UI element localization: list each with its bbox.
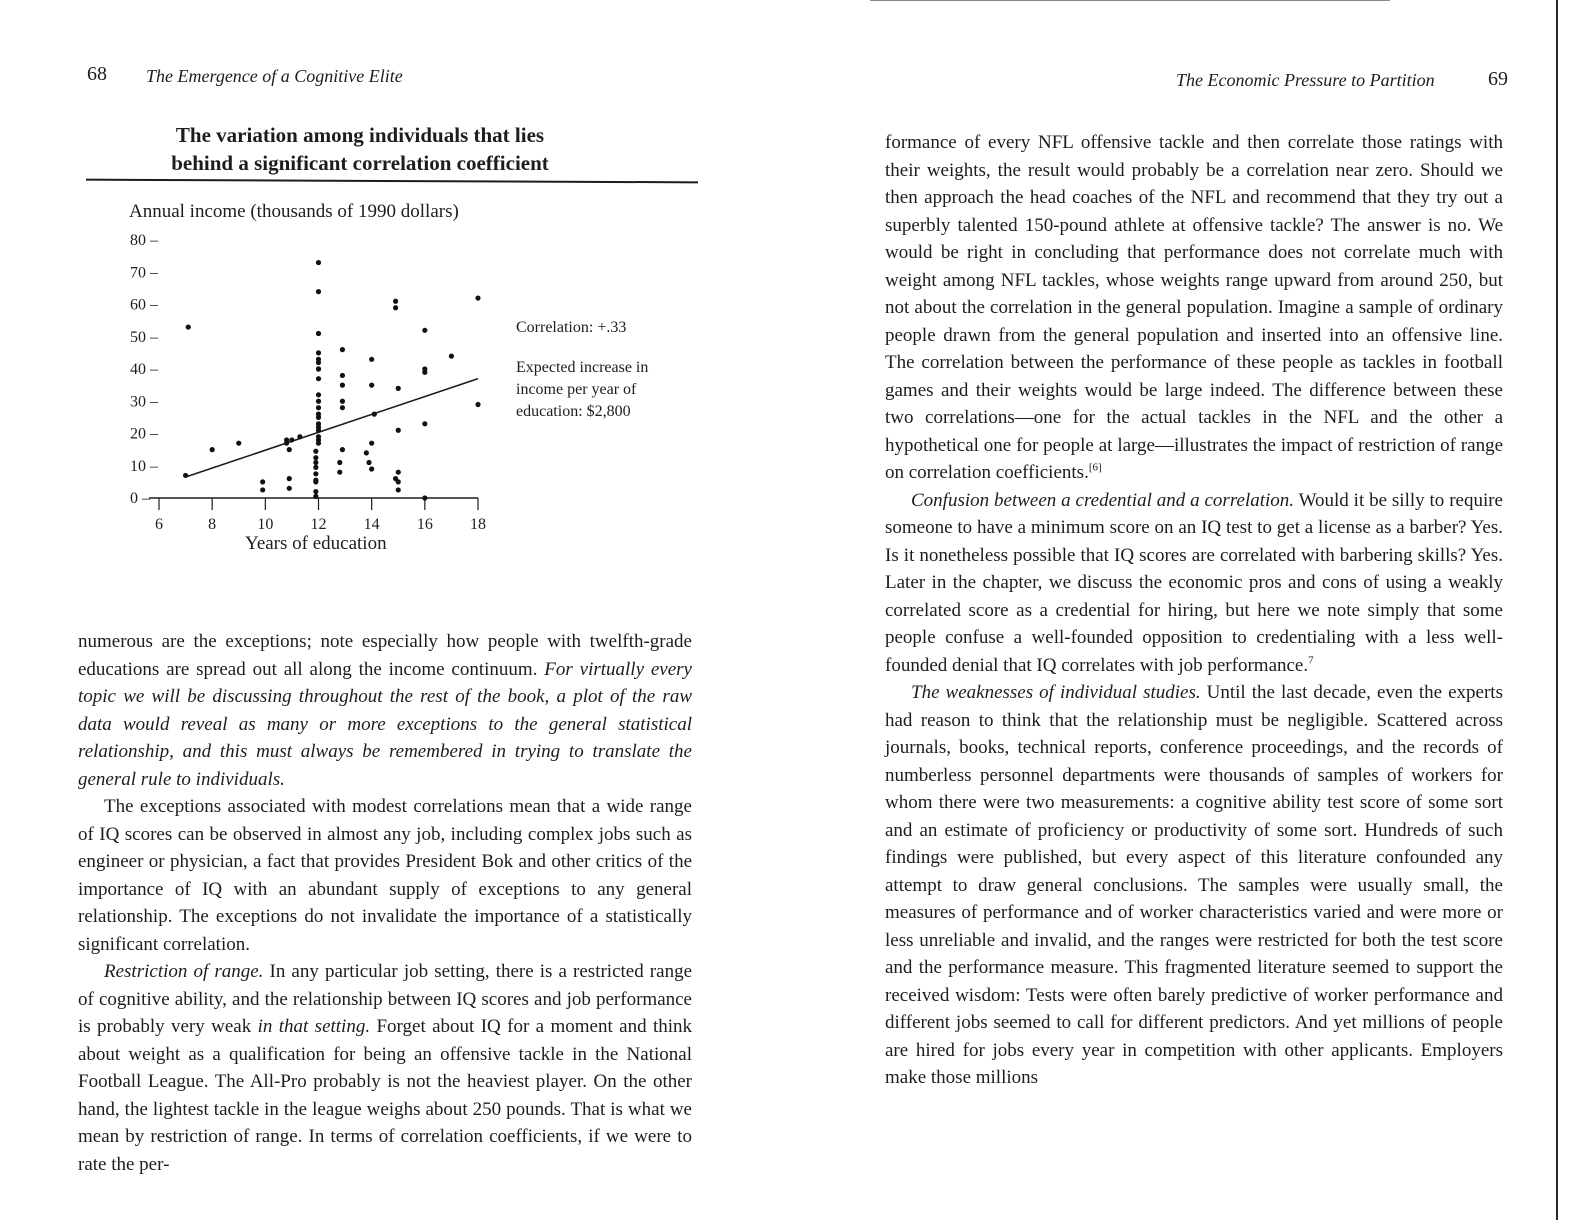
figure-title-line1: The variation among individuals that lies	[175, 123, 545, 147]
data-point	[337, 460, 342, 465]
data-point	[316, 260, 321, 265]
data-point	[449, 354, 454, 359]
data-point	[340, 447, 345, 452]
data-point	[393, 299, 398, 304]
correlation-note: Correlation: +.33	[516, 319, 627, 336]
x-tick-label: 8	[208, 516, 217, 533]
data-point	[316, 412, 321, 417]
run-in-heading: The weaknesses of individual studies.	[911, 682, 1201, 703]
trend-line	[186, 379, 478, 477]
data-point	[337, 470, 342, 475]
data-point	[260, 479, 265, 484]
data-point	[236, 441, 241, 446]
data-point	[316, 331, 321, 336]
data-point	[284, 441, 289, 446]
right-page	[790, 0, 1582, 1220]
figure-title-line2: behind a significant correlation coefficient	[171, 151, 549, 175]
x-tick-label: 18	[470, 516, 486, 533]
running-head: The Economic Pressure to Partition	[1176, 70, 1435, 90]
data-point	[364, 450, 369, 455]
data-point	[313, 455, 318, 460]
data-point	[313, 489, 318, 494]
paragraph: The exceptions associated with modest correlations mean that a wide range of IQ scores can be observed in almost any job, including complex jobs such as engineer or physician, a fact that provides President Bok and other critics of the importance of IQ with an abundant supply of exceptions to any general relationship. The exceptions do not invalidate the importance of a statistically significant correlation.	[78, 796, 692, 955]
data-point	[313, 478, 318, 483]
run-in-heading: Restriction of range.	[104, 961, 264, 982]
data-point	[316, 424, 321, 429]
data-point	[287, 476, 292, 481]
data-point	[316, 434, 321, 439]
scatter-chart	[0, 0, 790, 600]
data-point	[340, 399, 345, 404]
y-tick-label: 80 –	[130, 232, 158, 249]
data-point	[393, 305, 398, 310]
y-tick-label: 0 –	[130, 490, 150, 507]
data-point	[316, 350, 321, 355]
paragraph: Confusion between a credential and a correlation. Would it be silly to require someone to have a minimum score on an IQ test to get a license as a barber? Yes. Is it nonetheless possible that IQ scores are correlated with barbering skills? Yes. Later in the chapter, we discuss the economic pros and cons of using a weakly correlated score as a credential for hiring, but here we note simply that some people confuse a well-founded opposition to credentialing with a less well-founded denial that IQ correlates with job performance.$^7$	[885, 489, 1503, 676]
paragraph: Restriction of range. In any particular job setting, there is a restricted range of cognitive ability, and the relationship between IQ scores and job performance is probably very weak in that setting. Forget about IQ for a moment and think about weight as a qualification for being an offensive tackle in the National Football League. The All-Pro probably is not the heaviest player. On the other hand, the lightest tackle in the league weighs about 250 pounds. That is what we mean by restriction of range. In terms of correlation coefficients, if we were to rate the per-	[78, 961, 693, 1175]
data-point	[316, 357, 321, 362]
data-point	[396, 428, 401, 433]
expected-increase-line1: Expected increase in	[516, 359, 649, 376]
run-in-heading: Confusion between a credential and a correlation.	[911, 489, 1295, 511]
data-point	[260, 487, 265, 492]
data-point	[396, 487, 401, 492]
paragraph: The weaknesses of individual studies. Until the last decade, even the experts had reason to think that the relationship must be negligible. Scattered across journals, books, technical reports, conference proceedings, and the records of numberless personnel departments were thousands of samples of workers for whom there were two measurements: a cognitive ability test score of some sort and an estimate of proficiency or productivity of some sort. Hundreds of such findings were published, but every aspect of this literature confounded any attempt to draw general conclusions. The samples were usually small, the measures of performance and of worker characteristics varied and were more or less unreliable and invalid, and the ranges were restricted for both the test score and the performance measure. This fragmented literature seemed to support the received wisdom: Tests were often barely predictive of worker performance and different jobs seemed to call for different predictors. And yet millions of people are hired for jobs every year in competition with other applicants. Employers make those millions	[885, 682, 1503, 1088]
data-point	[313, 449, 318, 454]
data-point	[313, 471, 318, 476]
expected-increase-line3: education: $2,800	[516, 403, 631, 420]
data-point	[289, 437, 294, 442]
data-point	[422, 421, 427, 426]
data-point	[316, 289, 321, 294]
chart-annotation	[516, 317, 648, 423]
page-number: 69	[1488, 68, 1508, 90]
data-point	[422, 328, 427, 333]
data-point	[340, 383, 345, 388]
y-tick-label: 20 –	[130, 425, 158, 443]
data-point	[393, 476, 398, 481]
data-point	[316, 399, 321, 404]
paragraph: formance of every NFL offensive tackle and then correlate those ratings with their weights, the result would probably be a correlation near zero. Should we then approach the head coaches of the NFL and recommend that they try out a superbly talented 150-pound athlete at offensive tackle? The answer is no. We would be right in concluding that performance does not correlate much with weight among NFL tackles, whose weights range upward from around 250, but not about the correlation in the general population. Imagine a sample of ordinary people drawn from the general population and inserted into an offensive line. The correlation between the performance of these people as tackles in football games and their weights would be large indeed. The difference between these two correlations—one for the actual tackles in the NFL and the other a hypothetical one for people at large—illustrates the impact of restriction of range on correlation coefficients.[6]	[885, 132, 1503, 483]
data-point	[316, 366, 321, 371]
data-point	[475, 295, 480, 300]
data-point	[183, 473, 188, 478]
data-point	[369, 383, 374, 388]
y-axis-label: Annual income (thousands of 1990 dollars)	[129, 201, 459, 222]
footnote-ref: 7	[1308, 654, 1314, 667]
expected-increase-line2: income per year of	[516, 381, 637, 398]
x-axis-label: Years of education	[245, 533, 387, 554]
y-tick-label: 60 –	[130, 296, 158, 314]
y-tick-label: 40 –	[130, 361, 158, 378]
page-number: 68	[87, 63, 107, 85]
data-point	[316, 405, 321, 410]
footnote-ref: [6]	[1088, 461, 1102, 474]
data-point	[287, 486, 292, 491]
data-point	[422, 366, 427, 371]
x-tick-label: 14	[363, 516, 380, 533]
x-tick-label: 12	[310, 516, 327, 533]
data-point	[316, 392, 321, 397]
data-point	[369, 441, 374, 446]
data-point	[475, 402, 480, 407]
data-point	[396, 386, 401, 391]
data-point	[396, 470, 401, 475]
y-tick-label: 70 –	[130, 264, 158, 282]
left-page	[0, 0, 790, 1220]
data-point	[422, 495, 427, 500]
x-tick-label: 6	[155, 516, 163, 533]
data-point	[369, 357, 374, 362]
data-point	[186, 324, 191, 329]
data-point	[340, 405, 345, 410]
data-point	[313, 460, 318, 465]
emphasis: in that setting.	[257, 1016, 371, 1037]
data-point	[287, 447, 292, 452]
y-tick-label: 10 –	[130, 457, 158, 475]
paragraph: numerous are the exceptions; note especially how people with twelfth-grade educations are spread out all along the income continuum. For virtually every topic we will be discussing throughout the rest of the book, a plot of the raw data would reveal as many or more exceptions to the general statistical relationship, and this must always be remembered in trying to translate the general rule to individuals.	[78, 631, 692, 790]
data-point	[297, 434, 302, 439]
x-tick-label: 16	[416, 516, 433, 533]
y-tick-label: 50 –	[130, 328, 158, 346]
left-body-text	[78, 628, 692, 1178]
data-point	[369, 466, 374, 471]
data-point	[372, 412, 377, 417]
running-head: The Emergence of a Cognitive Elite	[146, 66, 403, 86]
x-tick-label: 10	[257, 516, 274, 533]
data-point	[366, 460, 371, 465]
data-point	[316, 376, 321, 381]
emphasis: For virtually every topic we will be discussing throughout the rest of the book, a plot of the raw data would reveal as many or more exceptions to the general statistical relationship, and this must always be remembered in trying to translate the general rule to individuals.	[78, 658, 692, 790]
y-tick-label: 30 –	[130, 393, 158, 411]
data-point	[313, 465, 318, 470]
data-point	[313, 494, 318, 499]
data-point	[340, 373, 345, 378]
right-body-text	[885, 129, 1503, 1092]
data-point	[340, 347, 345, 352]
data-point	[210, 447, 215, 452]
